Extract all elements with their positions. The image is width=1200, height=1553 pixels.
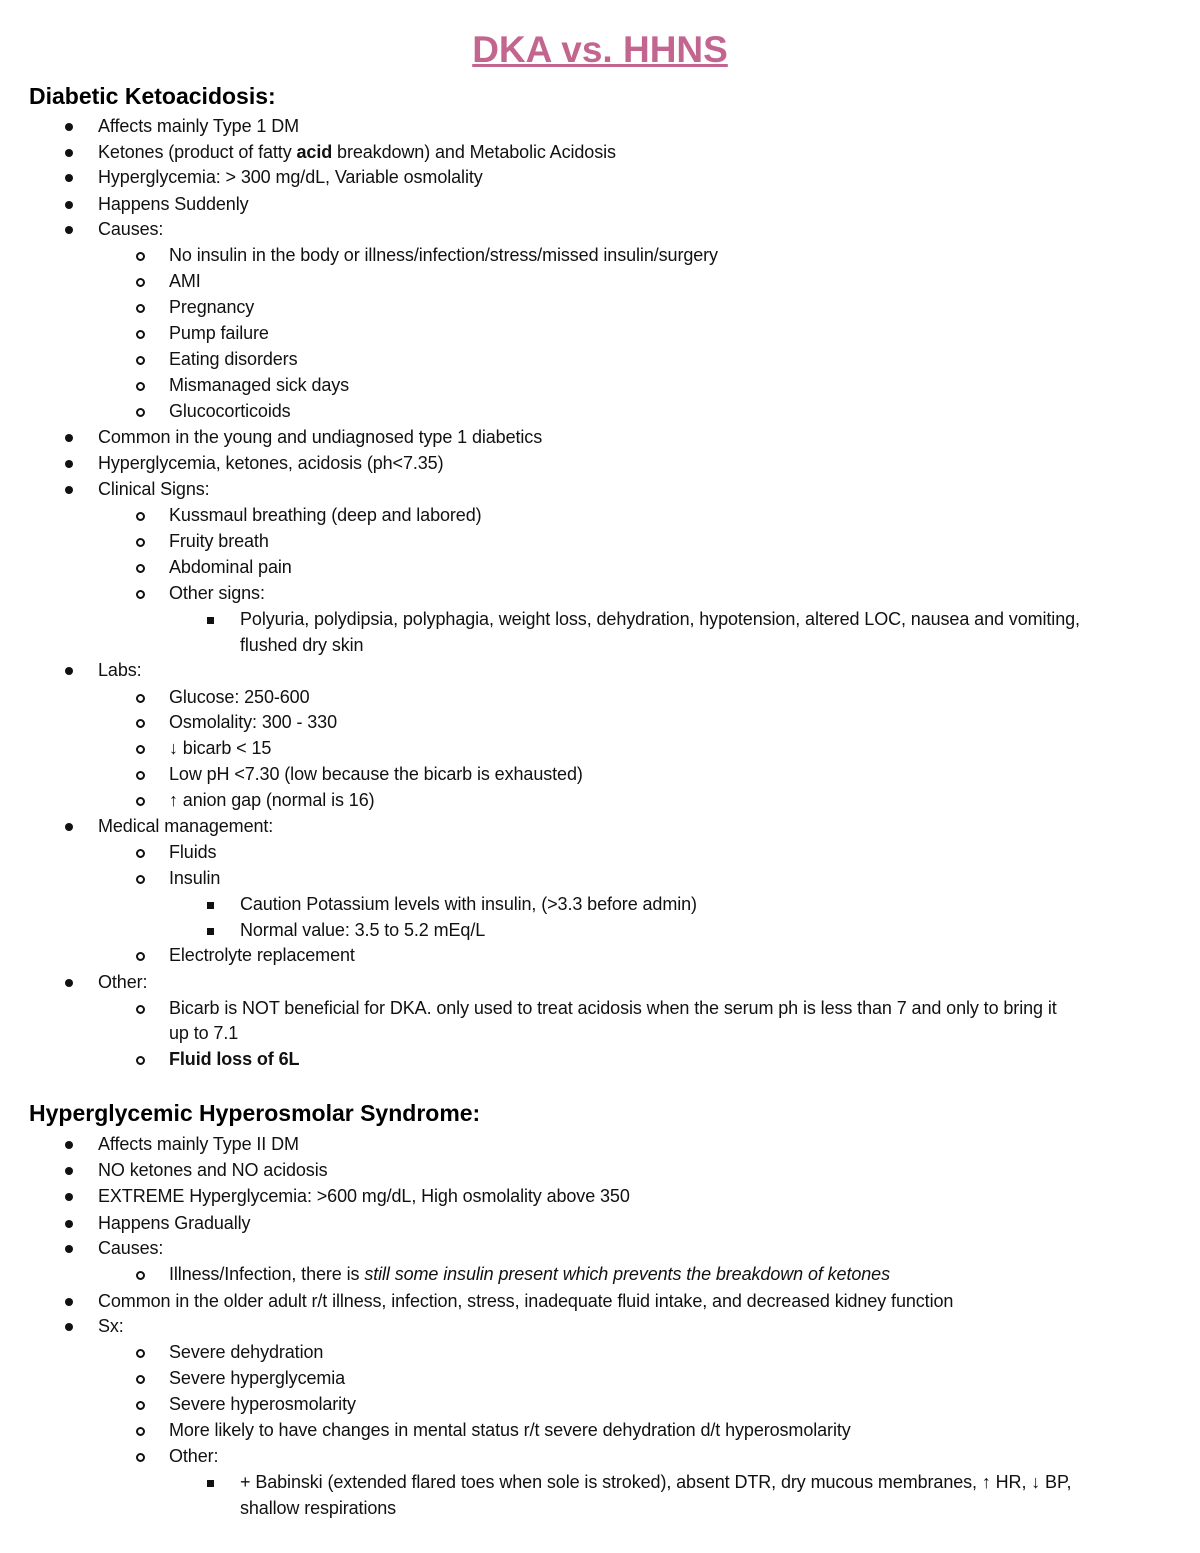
square-bullet-icon — [200, 1470, 220, 1495]
sub-list-item: AMI — [169, 271, 201, 291]
sub-bullet-icon — [130, 762, 150, 788]
bullet-icon — [59, 658, 79, 683]
sub-bullet-icon — [130, 943, 150, 969]
sub-list-item: Mismanaged sick days — [169, 375, 350, 395]
sub-bullet-icon — [130, 1340, 150, 1366]
sub-list-item: Severe hyperosmolarity — [169, 1394, 356, 1414]
sub-list-item: Severe hyperglycemia — [169, 1368, 346, 1388]
page-title: DKA vs. HHNS — [472, 29, 728, 70]
sub-bullet-icon — [130, 1392, 150, 1418]
bullet-icon — [59, 192, 79, 217]
bullet-icon — [59, 477, 79, 502]
list-item: Clinical Signs: — [98, 479, 210, 499]
sub-list-item: Glucose: 250-600 — [169, 687, 310, 707]
list-item: Causes: — [98, 1238, 164, 1258]
sub-list-item: Fluids — [169, 842, 217, 862]
sub-sub-list-item-continued: shallow respirations — [240, 1498, 397, 1518]
bullet-icon — [59, 217, 79, 242]
bullet-icon — [59, 140, 79, 165]
list-item: Other: — [98, 972, 148, 992]
sub-bullet-icon — [130, 555, 150, 581]
sub-list-item: Kussmaul breathing (deep and labored) — [169, 505, 482, 525]
sub-list-item: No insulin in the body or illness/infection/stress/missed insulin/surgery — [169, 245, 718, 265]
sub-bullet-icon — [130, 269, 150, 295]
sub-list-item: Eating disorders — [169, 349, 298, 369]
bullet-icon — [59, 1158, 79, 1183]
sub-list-item: Insulin — [169, 868, 221, 888]
sub-sub-list-item: Caution Potassium levels with insulin, (>3.3 before admin) — [240, 894, 697, 914]
sub-bullet-icon — [130, 321, 150, 347]
list-item: Hyperglycemia, ketones, acidosis (ph<7.35) — [98, 453, 444, 473]
sub-sub-list-item: Normal value: 3.5 to 5.2 mEq/L — [240, 920, 486, 940]
bullet-icon — [59, 425, 79, 450]
bullet-icon — [59, 1236, 79, 1261]
square-bullet-icon — [200, 918, 220, 943]
sub-bullet-icon — [130, 866, 150, 892]
sub-bullet-icon — [130, 788, 150, 814]
square-bullet-icon — [200, 892, 220, 917]
bullet-icon — [59, 451, 79, 476]
list-item: NO ketones and NO acidosis — [98, 1160, 328, 1180]
bullet-icon — [59, 165, 79, 190]
sub-list-item: Illness/Infection, there is still some insulin present which prevents the breakdown of ketones — [169, 1264, 890, 1284]
bullet-icon — [59, 1289, 79, 1314]
sub-bullet-icon — [130, 347, 150, 373]
sub-list-item: Fruity breath — [169, 531, 269, 551]
sub-list-item-continued: up to 7.1 — [169, 1023, 239, 1043]
bullet-icon — [59, 1184, 79, 1209]
section-heading-hhns: Hyperglycemic Hyperosmolar Syndrome: — [29, 1100, 481, 1126]
sub-bullet-icon — [130, 996, 150, 1022]
sub-list-item: Glucocorticoids — [169, 401, 291, 421]
list-item: Affects mainly Type II DM — [98, 1134, 299, 1154]
sub-list-item: Electrolyte replacement — [169, 945, 355, 965]
bullet-icon — [59, 1132, 79, 1157]
sub-bullet-icon — [130, 710, 150, 736]
bullet-icon — [59, 1314, 79, 1339]
sub-bullet-icon — [130, 1444, 150, 1470]
list-item: Sx: — [98, 1316, 124, 1336]
list-item: Labs: — [98, 660, 142, 680]
sub-bullet-icon — [130, 736, 150, 762]
sub-bullet-icon — [130, 840, 150, 866]
list-item: Common in the young and undiagnosed type 1 diabetics — [98, 427, 543, 447]
sub-list-item: Pregnancy — [169, 297, 255, 317]
list-item: Hyperglycemia: > 300 mg/dL, Variable osmolality — [98, 167, 483, 187]
list-item: Happens Suddenly — [98, 194, 249, 214]
list-item: Common in the older adult r/t illness, infection, stress, inadequate fluid intake, and decreased kidney function — [98, 1291, 954, 1311]
sub-sub-list-item-continued: flushed dry skin — [240, 635, 364, 655]
sub-bullet-icon — [130, 1366, 150, 1392]
bullet-icon — [59, 114, 79, 139]
sub-sub-list-item: Polyuria, polydipsia, polyphagia, weight loss, dehydration, hypotension, altered LOC, nausea and vomiting, — [240, 609, 1080, 629]
list-item: Medical management: — [98, 816, 274, 836]
sub-list-item: ↑ anion gap (normal is 16) — [169, 790, 375, 810]
sub-list-item: Osmolality: 300 - 330 — [169, 712, 337, 732]
list-item: Happens Gradually — [98, 1213, 251, 1233]
bullet-icon — [59, 1211, 79, 1236]
sub-bullet-icon — [130, 503, 150, 529]
list-item: EXTREME Hyperglycemia: >600 mg/dL, High osmolality above 350 — [98, 1186, 630, 1206]
sub-list-item: Low pH <7.30 (low because the bicarb is exhausted) — [169, 764, 583, 784]
sub-bullet-icon — [130, 243, 150, 269]
list-item: Causes: — [98, 219, 164, 239]
sub-list-item: Other signs: — [169, 583, 265, 603]
sub-bullet-icon — [130, 1262, 150, 1288]
sub-list-item: Abdominal pain — [169, 557, 292, 577]
sub-bullet-icon — [130, 373, 150, 399]
sub-list-item: Other: — [169, 1446, 219, 1466]
sub-bullet-icon — [130, 1047, 150, 1073]
list-item: Ketones (product of fatty acid breakdown) and Metabolic Acidosis — [98, 142, 616, 162]
sub-bullet-icon — [130, 399, 150, 425]
sub-bullet-icon — [130, 529, 150, 555]
sub-list-item: ↓ bicarb < 15 — [169, 738, 272, 758]
list-item: Affects mainly Type 1 DM — [98, 116, 300, 136]
sub-list-item: Bicarb is NOT beneficial for DKA. only used to treat acidosis when the serum ph is less than 7 and only to bring it — [169, 998, 1057, 1018]
sub-list-item: More likely to have changes in mental status r/t severe dehydration d/t hyperosmolarity — [169, 1420, 851, 1440]
bullet-icon — [59, 970, 79, 995]
section-heading-dka: Diabetic Ketoacidosis: — [29, 83, 276, 109]
sub-bullet-icon — [130, 1418, 150, 1444]
sub-sub-list-item: + Babinski (extended flared toes when sole is stroked), absent DTR, dry mucous membranes, ↑ HR, ↓ BP, — [240, 1472, 1072, 1492]
sub-list-item: Severe dehydration — [169, 1342, 324, 1362]
sub-list-item: Pump failure — [169, 323, 269, 343]
sub-bullet-icon — [130, 581, 150, 607]
square-bullet-icon — [200, 607, 220, 632]
bullet-icon — [59, 814, 79, 839]
sub-bullet-icon — [130, 295, 150, 321]
sub-bullet-icon — [130, 685, 150, 711]
sub-list-item: Fluid loss of 6L — [169, 1049, 300, 1069]
